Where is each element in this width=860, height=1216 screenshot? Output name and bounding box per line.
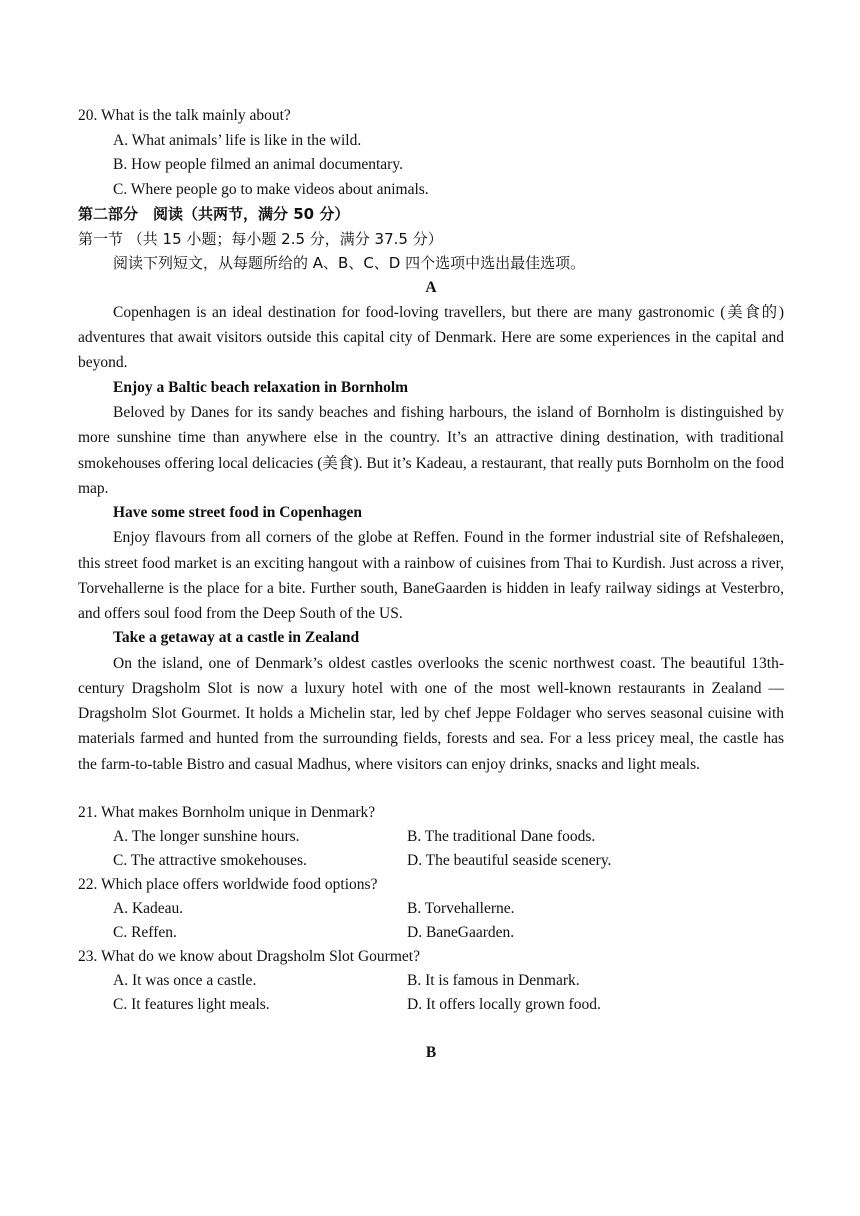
question-21-option-c: C. The attractive smokehouses. [113,851,307,869]
reading-instruction: 阅读下列短文，从每题所给的 A、B、C、D 四个选项中选出最佳选项。 [113,254,586,272]
part-two-title: 第二部分 阅读（共两节，满分 50 分） [78,205,350,223]
question-21-options-row-1 [78,825,784,849]
passage-b-label: B [425,1043,437,1061]
question-23-stem: 23. What do we know about Dragsholm Slot Gourmet? [78,947,420,965]
question-21-options-row-2 [78,849,784,873]
question-23-options-row-2 [78,993,784,1017]
section-body-copenhagen: Enjoy flavours from all corners of the globe at Reffen. Found in the former industrial site of Refshaleøen, this street food market is an exciting hangout with a rainbow of cuisines from Thai to Kurdish. Just across a river, Torvehallerne is the place for a bite. Further south, BaneGaarden is hidden in leafy railway sidings at Vesterbro, and offers soul food from the Deep South of the US. [78,529,784,623]
question-22-option-c: C. Reffen. [113,923,177,941]
question-23-options-row-1 [78,969,784,993]
spacer [78,1017,784,1041]
question-23-option-d: D. It offers locally grown food. [407,995,601,1013]
question-22-option-b: B. Torvehallerne. [407,899,515,917]
question-21-stem: 21. What makes Bornholm unique in Denmark? [78,803,376,821]
question-21-option-d: D. The beautiful seaside scenery. [407,851,612,869]
section-one-title: 第一节 （共 15 小题；每小题 2.5 分，满分 37.5 分） [78,229,443,248]
section-heading-bornholm: Enjoy a Baltic beach relaxation in Bornholm [113,378,409,396]
section-body-bornholm: Beloved by Danes for its sandy beaches and fishing harbours, the island of Bornholm is distinguished by more sunshine time than anywhere else in the country. It’s an attractive dining destination, with traditional smokehouses offering local delicacies (美食). But it’s Kadeau, a restaurant, that really puts Bornholm on the food map. [78,404,784,497]
question-21-option-a: A. The longer sunshine hours. [113,827,300,845]
section-heading-copenhagen: Have some street food in Copenhagen [113,503,362,521]
question-20-option-c: C. Where people go to make videos about animals. [113,180,429,198]
question-20-stem: 20. What is the talk mainly about? [78,107,291,124]
question-22-options-row-1 [78,897,784,921]
passage-a-label: A [425,278,437,296]
question-22-option-d: D. BaneGaarden. [407,923,515,941]
question-20-option-a: A. What animals’ life is like in the wild. [113,131,362,149]
question-22-stem: 22. Which place offers worldwide food options? [78,875,378,893]
question-23-option-c: C. It features light meals. [113,995,270,1013]
question-22-options-row-2 [78,921,784,945]
exam-page [78,104,784,1065]
passage-a-intro: Copenhagen is an ideal destination for food-loving travellers, but there are many gastronomic (美食的) adventures that await visitors outside this capital city of Denmark. Here are some experiences in the capital and beyond. [78,304,784,372]
question-23-option-a: A. It was once a castle. [113,971,257,989]
question-22-option-a: A. Kadeau. [113,899,184,917]
spacer [78,777,784,801]
question-21-option-b: B. The traditional Dane foods. [407,827,596,845]
question-23-option-b: B. It is famous in Denmark. [407,971,580,989]
section-body-zealand: On the island, one of Denmark’s oldest castles overlooks the scenic northwest coast. The beautiful 13th-century Dragsholm Slot is now a luxury hotel with one of the most well-known restaurants in Zealand — Dragsholm Slot Gourmet. It holds a Michelin star, led by chef Jeppe Foldager who serves seasonal cuisine with materials farmed and hunted from the surrounding fields, forests and sea. For a less pricey meal, the castle has the farm-to-table Bistro and casual Madhus, where visitors can enjoy drinks, snacks and light meals. [78,654,784,773]
question-20-option-b: B. How people filmed an animal documentary. [113,156,403,173]
section-heading-zealand: Take a getaway at a castle in Zealand [113,629,360,647]
